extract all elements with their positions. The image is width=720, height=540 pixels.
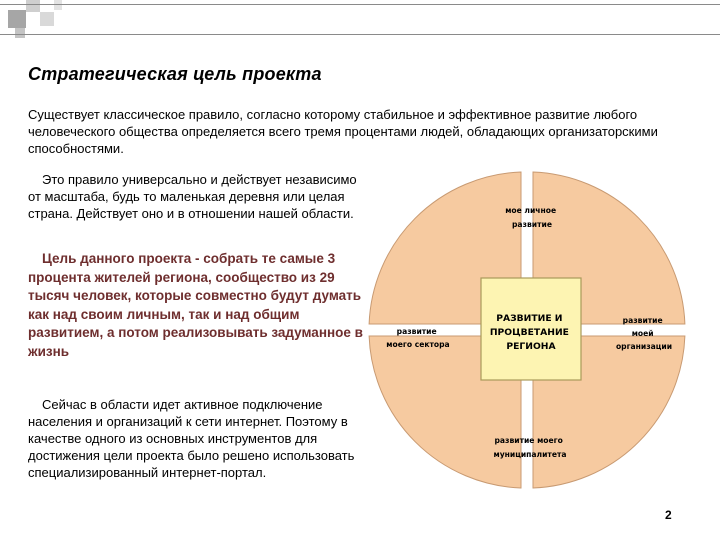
development-diagram (360, 160, 720, 500)
label-bottom: развитие моего муниципалитета (493, 436, 567, 459)
page-number: 2 (665, 508, 672, 522)
rule-paragraph: Это правило универсально и действует независимо от масштаба, будь то маленькая деревня или целая страна. Действует оно и в отношении нашей области. (28, 172, 357, 221)
deco-square (40, 12, 54, 26)
goal-paragraph: Цель данного проекта - собрать те самые 3 процента жителей региона, сообщество из 29 тысяч человек, которые совместно будут думать как над своим личным, так и над общим развитием, а потом реализовывать задуманное в жизнь (28, 251, 363, 359)
portal-paragraph: Сейчас в области идет активное подключение населения и организаций к сети интернет. Поэтому в качестве одного из основных инструментов для достижения цели проекта было решено использовать специализированный интернет-портал. (28, 397, 355, 480)
header-line-bottom (0, 34, 720, 35)
label-center: РАЗВИТИЕ И ПРОЦВЕТАНИЕ РЕГИОНА (489, 313, 569, 352)
slide-title: Стратегическая цель проекта (28, 64, 322, 84)
label-top: мое личное развитие (505, 206, 557, 229)
deco-square (26, 0, 40, 12)
intro-text: Существует классическое правило, согласно которому стабильное и эффективное развитие любого человеческого общества определяется всего тремя процентами людей, обладающих организаторскими способностями. (28, 107, 658, 156)
label-left: развитие моего сектора (386, 327, 450, 349)
header-line-top (0, 4, 720, 5)
deco-square (8, 10, 26, 28)
deco-square (54, 0, 62, 10)
deco-square (15, 28, 25, 38)
label-right: развитие моей организации (615, 316, 673, 351)
